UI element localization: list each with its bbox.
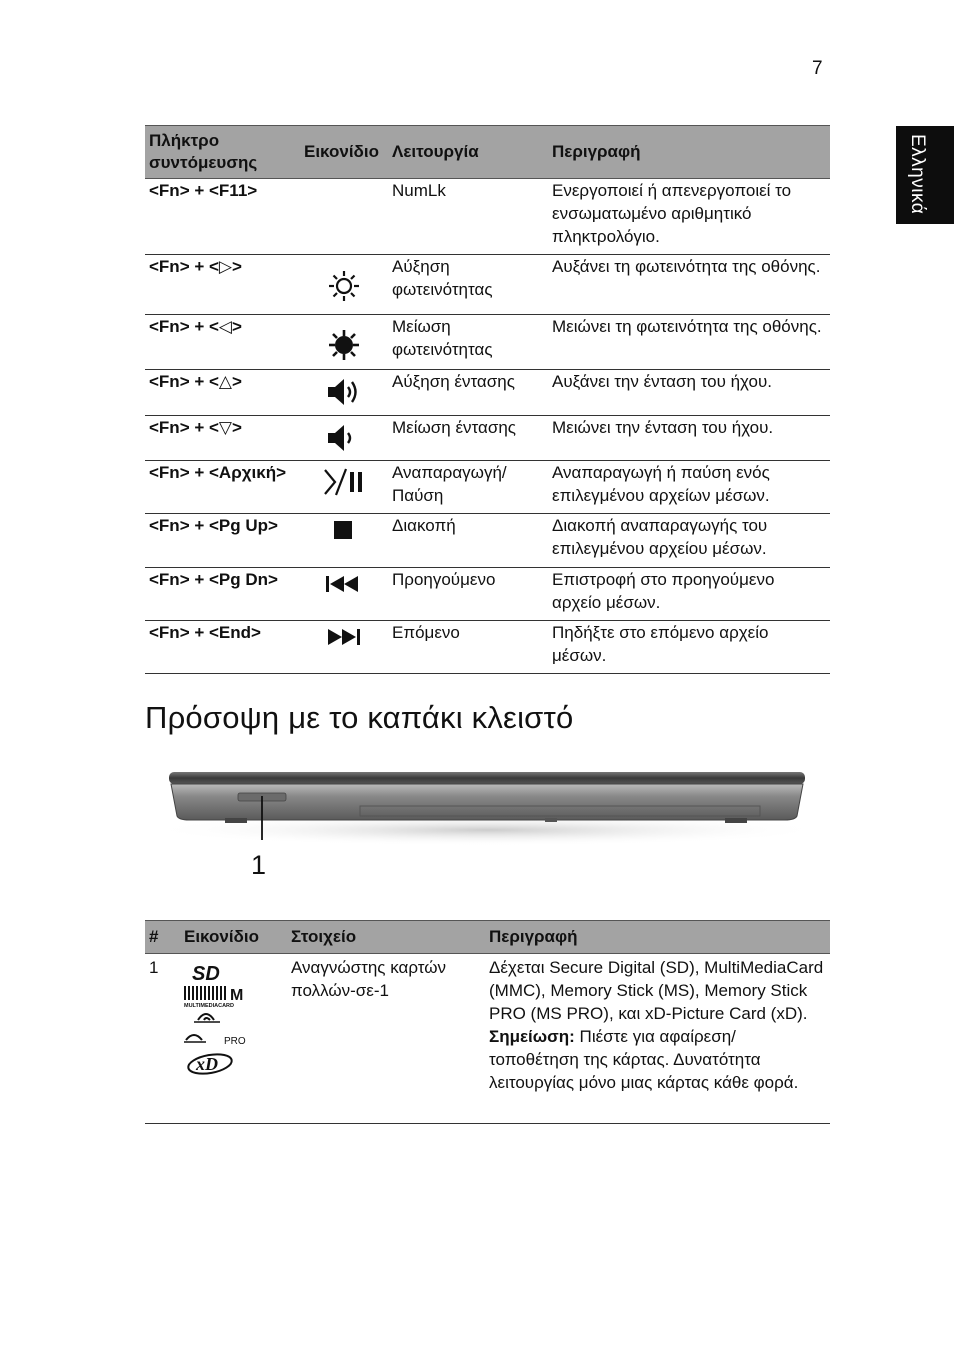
icon-cell <box>300 416 388 461</box>
shortcut-function: Διακοπή <box>388 514 548 568</box>
icon-cell <box>300 315 388 370</box>
table-row <box>145 179 830 255</box>
shortcut-key: <Fn> + <△> <box>145 370 300 416</box>
header-number: # <box>145 921 180 954</box>
header-item: Στοιχείο <box>287 921 485 954</box>
next-track-icon <box>324 627 364 647</box>
item-description: Δέχεται Secure Digital (SD), MultiMediaCard (MMC), Memory Stick (MS), Memory Stick PRO (MS PRO), και xD-Picture Card (xD). <box>489 958 824 1023</box>
icon-cell <box>300 568 388 621</box>
item-description-cell <box>485 954 830 1124</box>
shortcut-function: Αναπαραγωγή/ Παύση <box>388 461 548 514</box>
brightness-down-icon <box>327 328 361 362</box>
table-row <box>145 621 830 674</box>
icon-cell <box>180 954 287 1124</box>
language-tab <box>896 126 954 224</box>
shortcut-description: Αυξάνει τη φωτεινότητα της οθόνης. <box>548 255 830 315</box>
icon-cell <box>300 255 388 315</box>
play-pause-icon <box>322 466 366 498</box>
shortcut-key: <Fn> + <Αρχική> <box>145 461 300 514</box>
table-row <box>145 255 830 315</box>
header-icon: Εικονίδιο <box>300 126 388 179</box>
shortcut-description: Μειώνει την ένταση του ήχου. <box>548 416 830 461</box>
shortcut-description: Ενεργοποιεί ή απενεργοποιεί το ενσωματωμένο αριθμητικό πληκτρολόγιο. <box>548 179 830 255</box>
note-text: Πιέστε για αφαίρεση/ τοποθέτηση της κάρτας. Δυνατότητα λειτουργίας μόνο μιας κάρτας κάθε φορά. <box>489 1027 799 1092</box>
shortcut-key: <Fn> + <Pg Dn> <box>145 568 300 621</box>
icon-cell <box>300 370 388 416</box>
page-number: 7 <box>812 58 823 79</box>
callout-number: 1 <box>251 850 267 880</box>
table-row <box>145 568 830 621</box>
shortcut-table-header <box>145 126 830 179</box>
shortcut-table <box>145 125 830 674</box>
items-table-header <box>145 921 830 954</box>
previous-track-icon <box>324 574 364 594</box>
icon-cell <box>300 514 388 568</box>
header-description: Περιγραφή <box>548 126 830 179</box>
ms-pro-logo-text: PRO <box>224 1036 246 1047</box>
stop-icon <box>332 519 356 543</box>
header-shortcut-key: Πλήκτρο συντόμευσης <box>145 126 300 179</box>
xd-logo-text: xD <box>196 1054 218 1074</box>
shortcut-key: <Fn> + <◁> <box>145 315 300 370</box>
item-note <box>489 1025 826 1094</box>
shortcut-key: <Fn> + <Pg Up> <box>145 514 300 568</box>
language-tab-label: Ελληνικά <box>907 134 928 215</box>
shortcut-description: Αυξάνει την ένταση του ήχου. <box>548 370 830 416</box>
laptop-front-view-illustration <box>145 760 830 850</box>
icon-cell <box>300 461 388 514</box>
header-description: Περιγραφή <box>485 921 830 954</box>
table-row <box>145 315 830 370</box>
shortcut-key: <Fn> + <F11> <box>145 179 300 255</box>
brightness-up-icon <box>327 269 361 303</box>
shortcut-description: Μειώνει τη φωτεινότητα της οθόνης. <box>548 315 830 370</box>
items-table <box>145 920 830 1124</box>
mmc-logo-letter: M <box>230 987 244 1004</box>
table-row <box>145 416 830 461</box>
header-function: Λειτουργία <box>388 126 548 179</box>
icon-cell <box>300 179 388 255</box>
card-reader-logos-icon <box>184 960 254 1078</box>
volume-up-icon <box>326 376 362 408</box>
item-name: Αναγνώστης καρτών πολλών-σε-1 <box>287 954 485 1124</box>
shortcut-function: Αύξηση φωτεινότητας <box>388 255 548 315</box>
header-icon: Εικονίδιο <box>180 921 287 954</box>
shortcut-function: Προηγούμενο <box>388 568 548 621</box>
shortcut-key: <Fn> + <End> <box>145 621 300 674</box>
volume-down-icon <box>326 422 362 454</box>
icon-cell <box>300 621 388 674</box>
shortcut-function: Μείωση έντασης <box>388 416 548 461</box>
shortcut-function: Μείωση φωτεινότητας <box>388 315 548 370</box>
shortcut-description: Αναπαραγωγή ή παύση ενός επιλεγμένου αρχείων μέσων. <box>548 461 830 514</box>
shortcut-key: <Fn> + <▽> <box>145 416 300 461</box>
shortcut-key: <Fn> + <▷> <box>145 255 300 315</box>
shortcut-description: Διακοπή αναπαραγωγής του επιλεγμένου αρχείου μέσων. <box>548 514 830 568</box>
table-row <box>145 461 830 514</box>
table-row <box>145 370 830 416</box>
shortcut-function: Αύξηση έντασης <box>388 370 548 416</box>
table-row <box>145 954 830 1124</box>
sd-logo-text: SD <box>192 963 220 985</box>
shortcut-description: Επιστροφή στο προηγούμενο αρχείο μέσων. <box>548 568 830 621</box>
note-label: Σημείωση: <box>489 1027 575 1046</box>
mmc-logo-text: MULTIMEDIACARD <box>184 1003 235 1009</box>
section-title: Πρόσοψη με το καπάκι κλειστό <box>145 700 574 735</box>
item-number: 1 <box>145 954 180 1124</box>
shortcut-function: NumLk <box>388 179 548 255</box>
shortcut-description: Πηδήξτε στο επόμενο αρχείο μέσων. <box>548 621 830 674</box>
table-row <box>145 514 830 568</box>
shortcut-function: Επόμενο <box>388 621 548 674</box>
